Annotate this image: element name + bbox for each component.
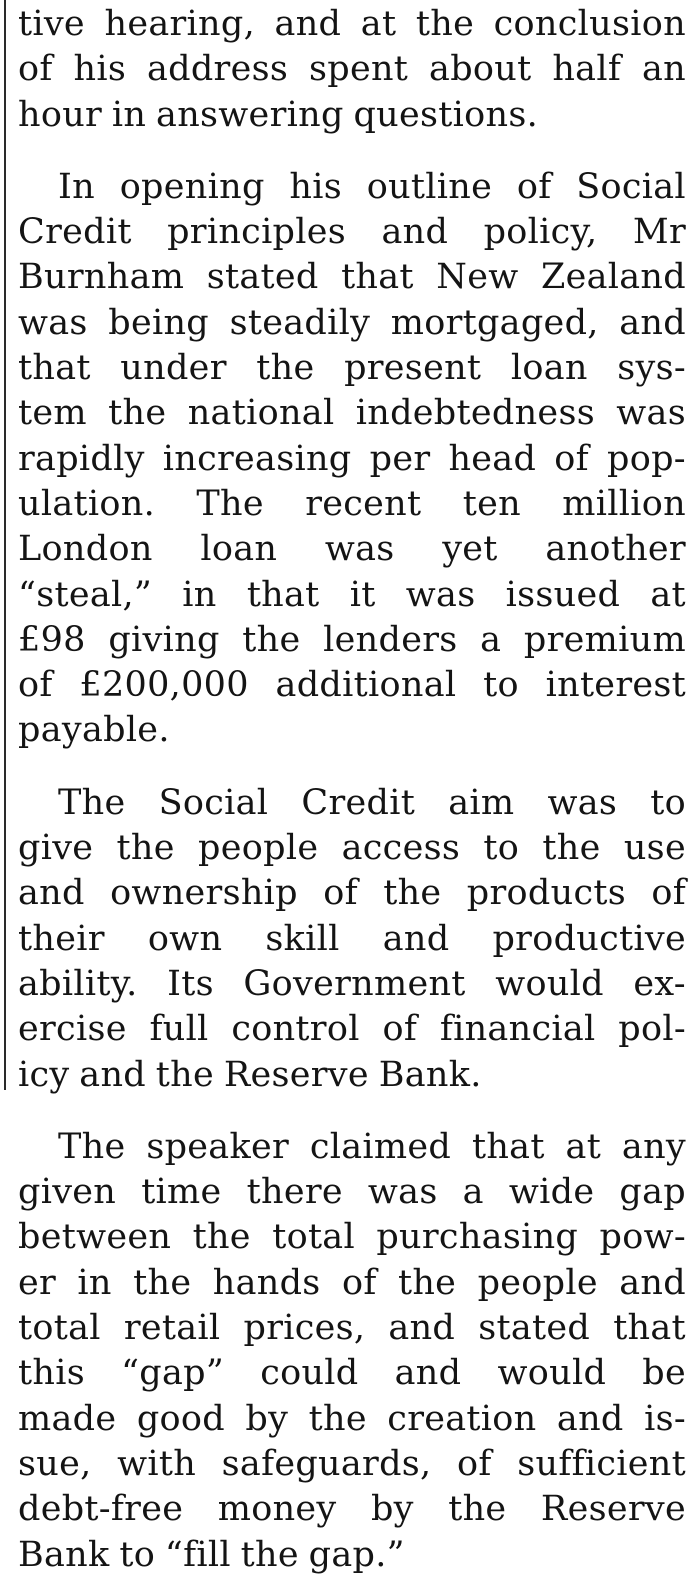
paragraph-gap (18, 1098, 686, 1125)
paragraph-4 (18, 1125, 686, 1578)
text-line: was being steadily mortgaged, and (18, 302, 686, 343)
text-line: tem the national indebtedness was (18, 393, 686, 434)
text-line: this “gap” could and would be (18, 1353, 686, 1394)
text-line: In opening his outline of Social (58, 166, 686, 207)
text-line: debt-free money by the Reserve (18, 1489, 686, 1530)
text-line: sue, with safeguards, of sufficient (18, 1443, 686, 1484)
paragraph-3 (18, 781, 686, 1098)
text-line: payable. (18, 710, 170, 751)
text-line: The speaker claimed that at any (58, 1126, 686, 1167)
text-line: Bank to “fill the gap.” (18, 1534, 405, 1575)
paragraph-gap (18, 138, 686, 165)
paragraph-1 (18, 2, 686, 138)
text-line: ability. Its Government would ex- (18, 963, 686, 1004)
text-line: that under the present loan sys- (18, 348, 686, 389)
text-line: The Social Credit aim was to (58, 782, 686, 823)
text-line: ercise full control of financial pol- (18, 1009, 686, 1050)
text-line: ulation. The recent ten million (18, 483, 686, 524)
text-line: their own skill and productive (18, 918, 686, 959)
text-line: given time there was a wide gap (18, 1172, 686, 1213)
text-line: hour in answering questions. (18, 94, 539, 135)
text-line: Credit principles and policy, Mr (18, 212, 686, 253)
text-line: “steal,” in that it was issued at (18, 574, 686, 615)
text-line: made good by the creation and is- (18, 1398, 686, 1439)
text-line: £98 giving the lenders a premium (18, 619, 686, 660)
paragraph-gap (18, 754, 686, 781)
text-line: give the people access to the use (18, 828, 686, 869)
text-line: and ownership of the products of (18, 873, 686, 914)
text-line: Burnham stated that New Zealand (18, 257, 686, 298)
text-line: rapidly increasing per head of pop- (18, 438, 686, 479)
paragraph-2 (18, 165, 686, 754)
text-line: between the total purchasing pow- (18, 1217, 686, 1258)
text-line: total retail prices, and stated that (18, 1308, 686, 1349)
text-line: London loan was yet another (18, 529, 686, 570)
text-line: of his address spent about half an (18, 49, 686, 90)
text-line: icy and the Reserve Bank. (18, 1054, 482, 1095)
text-line: of £200,000 additional to interest (18, 665, 686, 706)
column-rule (4, 0, 6, 1090)
text-line: tive hearing, and at the conclusion (18, 4, 686, 44)
text-line: er in the hands of the people and (18, 1262, 686, 1303)
